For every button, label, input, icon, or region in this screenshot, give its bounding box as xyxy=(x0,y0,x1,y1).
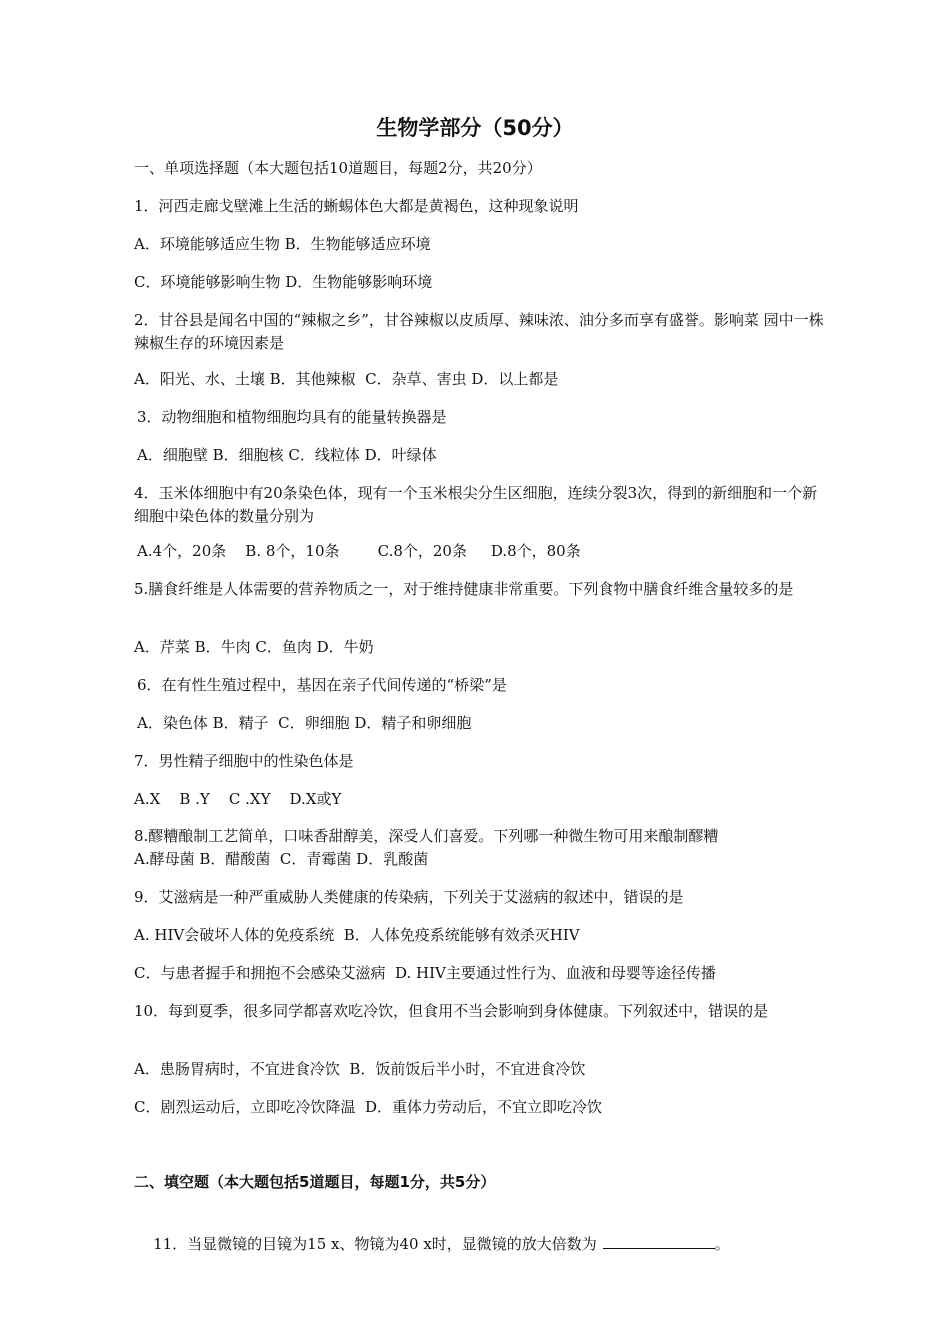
question-1-option-cd: C．环境能够影响生物 D．生物能够影响环境 xyxy=(134,273,433,291)
question-5-stem: 5.膳食纤维是人体需要的营养物质之一，对于维持健康非常重要。下列食物中膳食纤维含量较多的是 xyxy=(134,580,794,598)
question-7-options: A.X B .Y C .XY D.X或Y xyxy=(134,790,342,808)
question-11-end: 。 xyxy=(714,1235,730,1253)
question-9-stem: 9．艾滋病是一种严重威胁人类健康的传染病，下列关于艾滋病的叙述中，错误的是 xyxy=(134,888,684,906)
question-1-stem: 1．河西走廊戈壁滩上生活的蜥蜴体色大都是黄褐色，这种现象说明 xyxy=(134,197,579,215)
answer-blank xyxy=(603,1232,715,1249)
question-7-stem: 7．男性精子细胞中的性染色体是 xyxy=(134,752,354,770)
question-10-option-ab: A．患肠胃病时，不宜进食冷饮 B．饭前饭后半小时，不宜进食冷饮 xyxy=(134,1060,586,1078)
question-9-option-ab: A. HIV会破坏人体的免疫系统 B．人体免疫系统能够有效杀灭HIV xyxy=(134,926,580,944)
page-title: 生物学部分（50分） xyxy=(376,116,574,140)
question-2-stem: 2．甘谷县是闻名中国的“辣椒之乡”，甘谷辣椒以皮质厚、辣味浓、油分多而享有盛誉。影响菜 园中一株辣椒生存的环境因素是 xyxy=(134,311,824,352)
question-3-stem: 3．动物细胞和植物细胞均具有的能量转换器是 xyxy=(137,408,447,426)
question-5-options: A．芹菜 B．牛肉 C．鱼肉 D．牛奶 xyxy=(134,638,374,656)
section2-heading: 二、填空题（本大题包括5道题目，每题1分，共5分） xyxy=(134,1173,496,1191)
question-3-options: A．细胞壁 B．细胞核 C．线粒体 D．叶绿体 xyxy=(137,446,437,464)
question-6-stem: 6．在有性生殖过程中，基因在亲子代间传递的“桥梁”是 xyxy=(137,676,507,694)
question-10-stem: 10．每到夏季，很多同学都喜欢吃冷饮，但食用不当会影响到身体健康。下列叙述中，错误的是 xyxy=(134,1002,769,1020)
question-9-option-cd: C．与患者握手和拥抱不会感染艾滋病 D. HIV主要通过性行为、血液和母婴等途径传播 xyxy=(134,964,716,982)
question-11-text: 11．当显微镜的目镜为15 x、物镜为40 x时，显微镜的放大倍数为 xyxy=(153,1235,597,1253)
question-4-stem: 4．玉米体细胞中有20条染色体，现有一个玉米根尖分生区细胞，连续分裂3次，得到的新细胞和一个新细胞中染色体的数量分别为 xyxy=(134,484,818,525)
question-10-option-cd: C．剧烈运动后，立即吃冷饮降温 D．重体力劳动后，不宜立即吃冷饮 xyxy=(134,1098,603,1116)
question-8-stem: 8.醪糟酿制工艺简单，口味香甜醇美，深受人们喜爱。下列哪一种微生物可用来酿制醪糟 xyxy=(134,827,719,845)
section1-heading: 一、单项选择题（本大题包括10道题目，每题2分，共20分） xyxy=(134,159,542,177)
question-4-options: A.4个，20条 B. 8个，10条 C.8个，20条 D.8个，80条 xyxy=(137,542,581,560)
question-6-options: A．染色体 B．精子 C．卵细胞 D．精子和卵细胞 xyxy=(137,714,472,732)
question-11 xyxy=(134,1209,824,1279)
question-1-option-ab: A．环境能够适应生物 B．生物能够适应环境 xyxy=(134,235,431,253)
question-2-options: A．阳光、水、土壤 B．其他辣椒 C．杂草、害虫 D．以上都是 xyxy=(134,370,559,388)
question-8-options: A.酵母菌 B．醋酸菌 C．青霉菌 D．乳酸菌 xyxy=(134,850,429,868)
